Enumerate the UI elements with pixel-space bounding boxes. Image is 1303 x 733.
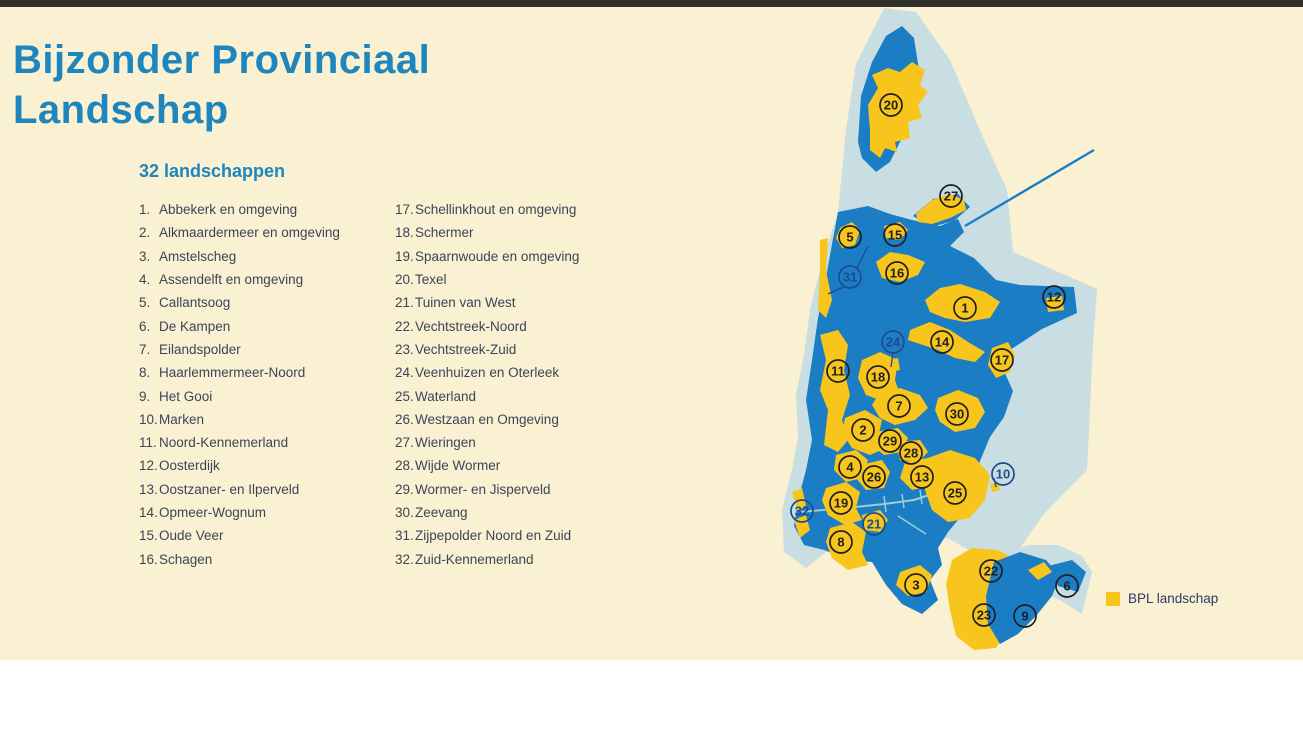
list-item-22	[395, 314, 647, 337]
list-item-3	[139, 245, 391, 268]
list-item-label: Vechtstreek-Zuid	[415, 341, 517, 357]
list-item-24	[395, 361, 647, 384]
list-item-number: 14.	[139, 505, 158, 520]
svg-text:26: 26	[866, 469, 882, 485]
svg-text:29: 29	[882, 433, 898, 449]
list-item-27	[395, 431, 647, 454]
list-item-9	[139, 384, 391, 407]
list-item-number: 6.	[139, 318, 151, 334]
list-item-label: Wormer- en Jisperveld	[415, 481, 551, 497]
svg-text:5: 5	[846, 229, 854, 245]
list-item-number: 30.	[395, 505, 414, 520]
list-item-number: 18.	[395, 225, 414, 241]
list-item-number: 32.	[395, 551, 414, 567]
list-column-1	[139, 198, 391, 571]
svg-text:32: 32	[794, 503, 810, 519]
svg-text:27: 27	[943, 188, 959, 204]
list-item-label: Zeevang	[415, 505, 468, 520]
list-item-number: 3.	[139, 248, 151, 264]
list-item-16	[139, 547, 391, 570]
svg-text:1: 1	[961, 300, 969, 316]
list-item-15	[139, 524, 391, 547]
list-item-25	[395, 384, 647, 407]
list-item-label: Westzaan en Omgeving	[415, 411, 559, 427]
list-item-number: 26.	[395, 411, 414, 427]
list-item-28	[395, 454, 647, 477]
list-heading: 32 landschappen	[139, 161, 286, 181]
list-item-2	[139, 221, 391, 244]
list-item-8	[139, 361, 391, 384]
list-item-17	[395, 198, 647, 221]
list-item-5	[139, 291, 391, 314]
svg-text:24: 24	[885, 334, 901, 350]
list-item-number: 28.	[395, 458, 414, 474]
list-item-number: 23.	[395, 341, 414, 357]
list-item-20	[395, 268, 647, 291]
list-item-label: Oosterdijk	[159, 458, 220, 474]
svg-text:30: 30	[949, 406, 965, 422]
list-item-label: De Kampen	[159, 318, 231, 334]
list-item-label: Schellinkhout en omgeving	[415, 202, 577, 218]
svg-text:6: 6	[1063, 578, 1071, 594]
list-item-label: Assendelft en omgeving	[159, 272, 304, 288]
list-item-number: 21.	[395, 295, 414, 311]
list-item-label: Schermer	[415, 225, 474, 241]
list-item-number: 24.	[395, 365, 414, 381]
list-item-21	[395, 291, 647, 314]
list-item-label: Wieringen	[415, 435, 476, 451]
list-item-number: 7.	[139, 341, 151, 357]
list-item-14	[139, 501, 391, 524]
svg-text:9: 9	[1021, 608, 1029, 624]
svg-text:20: 20	[883, 97, 899, 113]
svg-text:13: 13	[914, 469, 930, 485]
list-item-11	[139, 431, 391, 454]
list-item-number: 22.	[395, 318, 414, 334]
list-item-29	[395, 478, 647, 501]
svg-text:8: 8	[837, 534, 845, 550]
svg-text:2: 2	[859, 422, 867, 438]
list-item-number: 16.	[139, 551, 158, 567]
list-item-label: Zijpepolder Noord en Zuid	[415, 528, 572, 544]
list-item-label: Callantsoog	[159, 295, 231, 311]
list-item-label: Tuinen van West	[415, 295, 516, 311]
list-item-number: 8.	[139, 365, 151, 381]
list-item-label: Abbekerk en omgeving	[159, 202, 298, 218]
list-item-number: 11.	[139, 435, 157, 451]
list-item-label: Alkmaardermeer en omgeving	[159, 225, 340, 241]
list-item-26	[395, 408, 647, 431]
list-item-label: Schagen	[159, 551, 213, 567]
list-item-number: 4.	[139, 272, 151, 288]
list-item-13	[139, 478, 391, 501]
svg-text:25: 25	[947, 485, 963, 501]
list-item-10	[139, 408, 391, 431]
page-title: Bijzonder Provinciaal Landschap	[13, 37, 431, 132]
list-item-number: 13.	[139, 481, 158, 497]
list-item-number: 19.	[395, 248, 414, 264]
list-item-number: 1.	[139, 202, 151, 218]
list-item-4	[139, 268, 391, 291]
list-item-19	[395, 245, 647, 268]
list-item-30	[395, 501, 647, 524]
svg-text:28: 28	[903, 445, 919, 461]
list-item-label: Zuid-Kennemerland	[415, 551, 534, 567]
list-item-label: Marken	[159, 411, 205, 427]
list-item-1	[139, 198, 391, 221]
list-item-number: 31.	[395, 528, 414, 544]
svg-text:10: 10	[995, 466, 1011, 482]
svg-text:16: 16	[889, 265, 905, 281]
list-item-18	[395, 221, 647, 244]
list-item-label: Noord-Kennemerland	[159, 435, 289, 451]
list-item-number: 10.	[139, 411, 158, 427]
list-item-label: Waterland	[415, 388, 477, 404]
list-item-label: Haarlemmermeer-Noord	[159, 365, 306, 381]
list-item-6	[139, 314, 391, 337]
svg-text:15: 15	[887, 227, 903, 243]
list-item-number: 20.	[395, 272, 414, 288]
svg-text:12: 12	[1046, 289, 1062, 305]
list-item-number: 25.	[395, 388, 414, 404]
svg-text:18: 18	[870, 369, 886, 385]
list-item-label: Oostzaner- en Ilperveld	[159, 481, 300, 497]
list-item-number: 12.	[139, 458, 158, 474]
svg-text:23: 23	[976, 607, 992, 623]
legend-swatch-bpl	[1106, 592, 1120, 606]
list-item-label: Opmeer-Wognum	[159, 505, 267, 520]
svg-text:21: 21	[866, 516, 882, 532]
svg-text:11: 11	[831, 363, 845, 379]
svg-text:7: 7	[895, 398, 903, 414]
list-item-number: 15.	[139, 528, 158, 544]
bottom-strip	[0, 660, 1303, 733]
list-item-32	[395, 547, 647, 570]
list-item-label: Texel	[415, 272, 447, 288]
svg-text:3: 3	[912, 577, 920, 593]
list-item-12	[139, 454, 391, 477]
noord-holland-map	[758, 5, 1110, 655]
list-item-label: Vechtstreek-Noord	[415, 318, 527, 334]
list-item-label: Veenhuizen en Oterleek	[415, 365, 560, 381]
list-item-label: Eilandspolder	[159, 341, 241, 357]
list-item-31	[395, 524, 647, 547]
list-item-label: Wijde Wormer	[415, 458, 501, 474]
svg-text:22: 22	[983, 563, 999, 579]
list-column-2	[395, 198, 647, 571]
list-item-number: 9.	[139, 388, 151, 404]
list-item-7	[139, 338, 391, 361]
svg-text:14: 14	[934, 334, 950, 350]
list-item-number: 5.	[139, 295, 151, 311]
list-item-label: Het Gooi	[159, 388, 213, 404]
svg-text:4: 4	[846, 459, 854, 475]
list-item-label: Oude Veer	[159, 528, 224, 544]
list-item-label: Spaarnwoude en omgeving	[415, 248, 580, 264]
list-item-number: 17.	[395, 202, 414, 218]
list-item-23	[395, 338, 647, 361]
legend-label: BPL landschap	[1128, 591, 1219, 606]
list-item-number: 2.	[139, 225, 151, 241]
list-item-label: Amstelscheg	[159, 248, 237, 264]
svg-text:19: 19	[833, 495, 849, 511]
map-legend	[1106, 591, 1218, 606]
list-item-number: 27.	[395, 435, 414, 451]
svg-text:17: 17	[994, 352, 1010, 368]
list-item-number: 29.	[395, 481, 414, 497]
svg-text:31: 31	[842, 269, 858, 285]
